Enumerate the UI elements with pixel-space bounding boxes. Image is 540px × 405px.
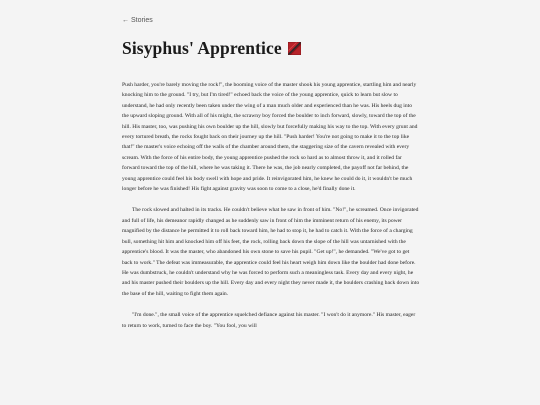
story-content [122, 14, 420, 342]
story-paragraph: Push harder, you're barely moving the rock!", the booming voice of the master shook his young apprentice, startling him and nearly knocking him to the ground. "I try, but I'm tired!" echoed back the voice of the young apprentice, quick to learn but slow to understand, he had only recently been taken under the wing of a man much older and experienced than he was. His heels dug into the upward sloping ground. With all of his might, the scrawny boy forced the boulder to inch forward, slowly, toward the top of the hill. His master, too, was pushing his own boulder up the hill, slowly but forcefully making his way to the top. With every grunt and every tortured breath, the rocks fought back on their journey up the hill. "Push harder! You're not going to make it to the top like that!" the master's voice echoing off the walls of the chamber around them, the staggering size of the cavern revealed with every scream. With the force of his entire body, the young apprentice pushed the rock so hard as to almost throw it, and it rolled far forward toward the top of the hill, where he was taking it. There he was, the job nearly completed, the payoff not far behind, the young apprentice could feel his body swell with hope and pride. It reinvigorated him, he knew he could do it, it wouldn't be much longer before he was finished! His fight against gravity was soon to come to a close, he'd finally done it. [122, 82, 418, 193]
title-row [122, 38, 420, 58]
book-cover-icon [288, 42, 301, 55]
arrow-left-icon: ← [122, 16, 129, 24]
back-link-label: Stories [131, 16, 153, 24]
story-body [122, 80, 420, 331]
back-to-stories-link[interactable] [122, 14, 420, 26]
story-paragraph: "I'm done.", the small voice of the apprentice squelched defiance against his master. "I won't do it anymore." His master, eager to return to work, turned to face the boy. "You fool, you will [122, 312, 416, 329]
page-title: Sisyphus' Apprentice [122, 37, 282, 58]
story-paragraph: The rock slowed and halted in its tracks. He couldn't believe what he saw in front of him. "No!", he screamed. Once invigorated and full of life, his demeanor rapidly changed as he suddenly saw in front of him the imminent return of his enemy, its power magnified by the distance he permitted it to roll back toward him, he had to stop it, he had to catch it. With the force of a charging bull, something hit him and knocked him off his feet, the rock, rolling back down the slope of the hill was untarnished with the apprentice's blood. It was the master, who abandoned his own stone to save his pupil. "Get up!", he demanded. "We've got to get back to work." The defeat was immeasurable, the apprentice could feel his heart weigh him down like the boulder had done before. He was dumbstruck, he couldn't understand why he was forced to perform such a meaningless task. Every day and every night, he and his master pushed their boulders up the hill. Every day and every night they never made it, the boulders crashing back down into the base of the hill, waiting to fight them again. [122, 207, 420, 297]
